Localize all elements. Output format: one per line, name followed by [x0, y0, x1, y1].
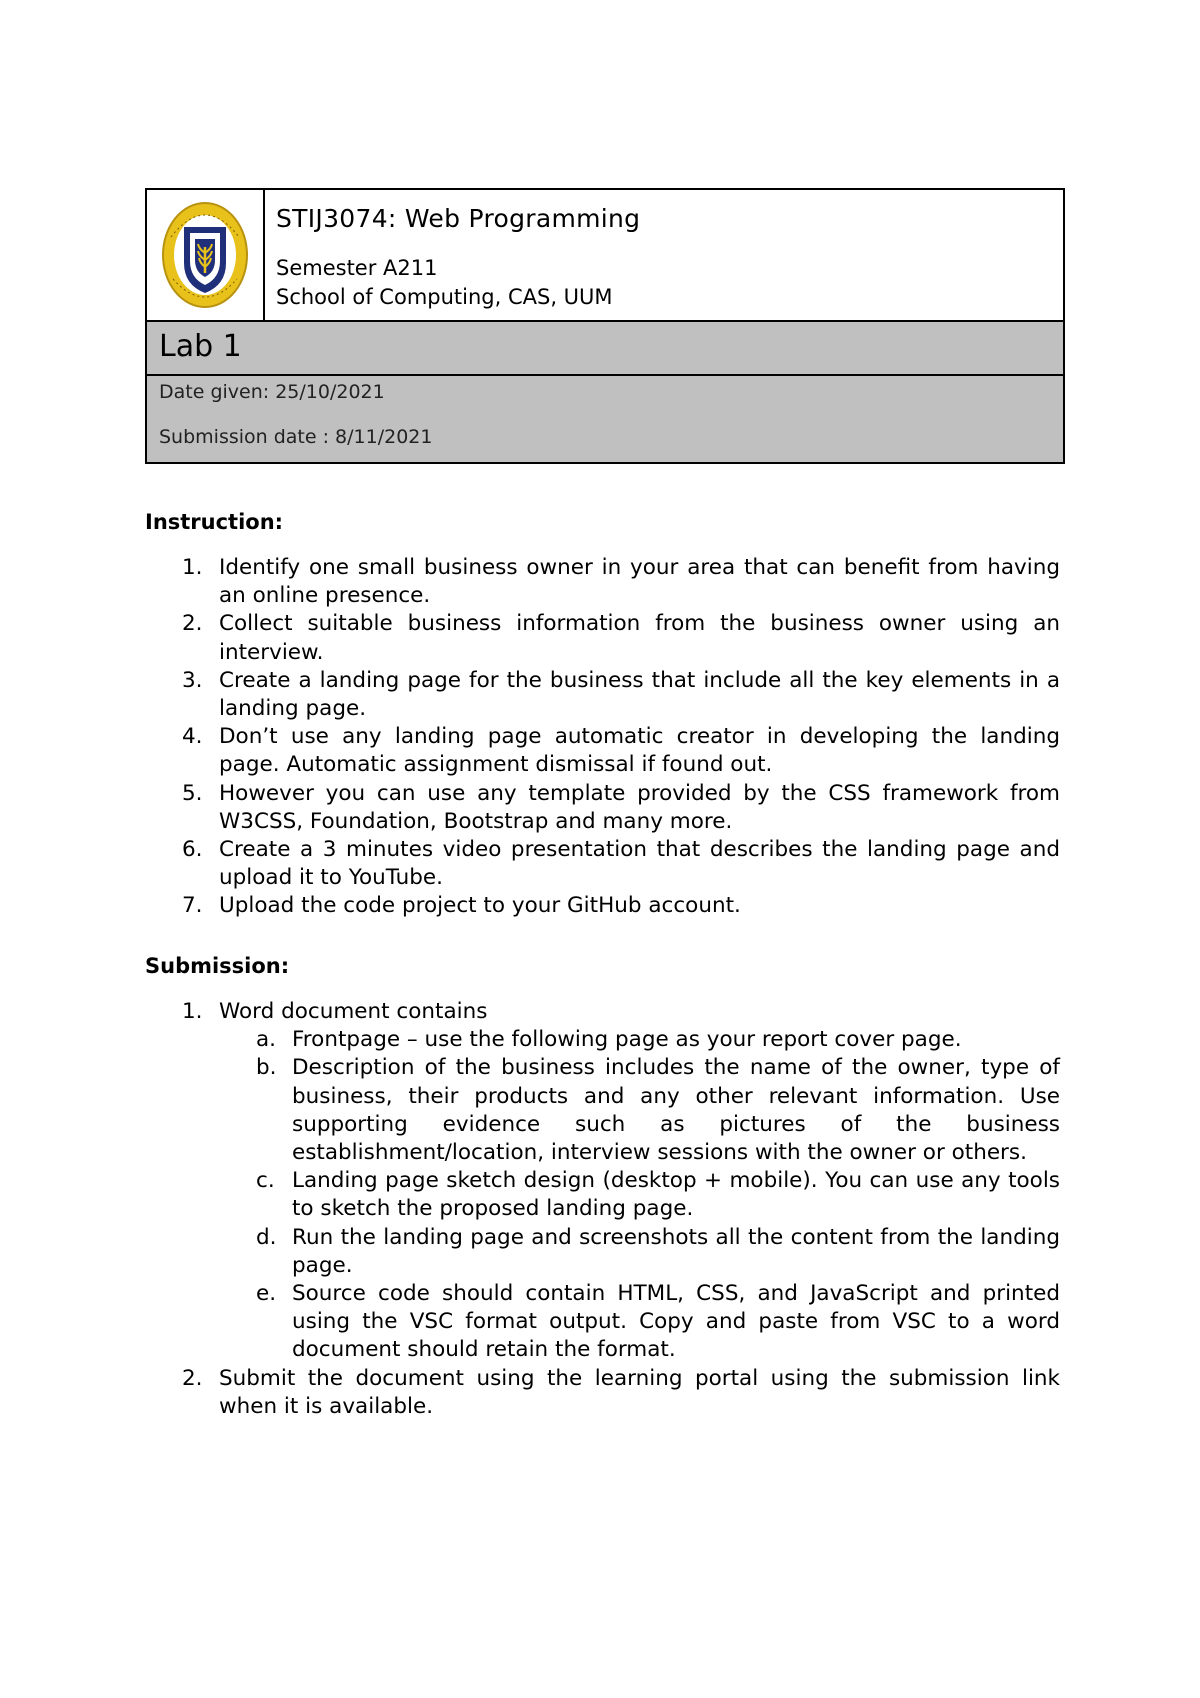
sub-item-text: Landing page sketch design (desktop + mobile). You can use any tools to sketch the proposed landing page. — [292, 1168, 1060, 1222]
course-title: STIJ3074: Web Programming — [276, 204, 641, 233]
sub-item-letter: a. — [256, 1027, 277, 1053]
item-text: Don’t use any landing page automatic creator in developing the landing page. Automatic assignment dismissal if found out. — [219, 724, 1060, 778]
item-number: 4. — [182, 724, 203, 750]
list-item — [145, 610, 1060, 666]
submission-date: Submission date : 8/11/2021 — [159, 426, 433, 448]
item-text: Collect suitable business information from the business owner using an interview. — [219, 611, 1060, 665]
item-number: 3. — [182, 667, 203, 693]
item-number: 7. — [182, 893, 203, 919]
sub-item-letter: e. — [256, 1281, 277, 1307]
item-text: Upload the code project to your GitHub account. — [219, 893, 741, 919]
item-text: Word document contains — [219, 999, 488, 1024]
list-item — [145, 1365, 1060, 1421]
lab-row — [147, 322, 1063, 376]
sub-item-text: Description of the business includes the name of the owner, type of business, their products and any other relevant information. Use supporting evidence such as pictures of the business establishment/location, interview sessions with the owner or others. — [292, 1055, 1060, 1166]
item-text: Identify one small business owner in your area that can benefit from having an online presence. — [219, 555, 1060, 609]
item-text: However you can use any template provided by the CSS framework from W3CSS, Foundation, Bootstrap and many more. — [219, 780, 1060, 834]
list-item — [145, 554, 1060, 610]
item-number: 1. — [182, 999, 203, 1024]
sub-item-letter: c. — [256, 1168, 275, 1194]
university-crest-icon — [157, 197, 253, 313]
sub-list — [219, 1026, 1060, 1364]
sub-list-item — [219, 1026, 1060, 1054]
item-number: 5. — [182, 780, 203, 806]
list-item — [145, 892, 1060, 920]
list-item — [145, 723, 1060, 779]
list-item — [145, 780, 1060, 836]
submission-list — [145, 998, 1060, 1421]
sub-item-text: Run the landing page and screenshots all the content from the landing page. — [292, 1224, 1060, 1278]
sub-list-item — [219, 1054, 1060, 1167]
course-info-cell — [265, 190, 652, 320]
sub-item-text: Source code should contain HTML, CSS, and JavaScript and printed using the VSC format output. Copy and paste from VSC to a word document should retain the format. — [292, 1281, 1060, 1363]
lab-title: Lab 1 — [159, 328, 242, 364]
logo-cell — [147, 190, 265, 320]
instruction-heading: Instruction: — [145, 510, 284, 534]
list-item — [145, 667, 1060, 723]
instruction-list — [145, 554, 1060, 921]
item-number: 6. — [182, 837, 203, 863]
sub-list-item — [219, 1167, 1060, 1223]
semester-label: Semester A211 — [276, 256, 438, 280]
item-number: 1. — [182, 555, 203, 580]
item-number: 2. — [182, 611, 203, 637]
sub-list-item — [219, 1280, 1060, 1365]
item-text: Create a landing page for the business that include all the key elements in a landing page. — [219, 667, 1060, 722]
item-text: Create a 3 minutes video presentation that describes the landing page and upload it to YouTube. — [219, 837, 1060, 891]
sub-item-letter: d. — [256, 1224, 277, 1250]
date-given: Date given: 25/10/2021 — [159, 381, 385, 403]
sub-list-item — [219, 1224, 1060, 1280]
list-item — [145, 998, 1060, 1365]
list-item — [145, 836, 1060, 892]
sub-item-text: Frontpage – use the following page as your report cover page. — [292, 1027, 962, 1053]
school-label: School of Computing, CAS, UUM — [276, 285, 613, 309]
dates-row — [147, 376, 1063, 462]
header-top-row — [147, 190, 1063, 322]
item-text: Submit the document using the learning portal using the submission link when it is available. — [219, 1365, 1060, 1419]
submission-heading: Submission: — [145, 954, 290, 978]
item-number: 2. — [182, 1365, 203, 1391]
sub-item-letter: b. — [256, 1055, 277, 1081]
header-table — [145, 188, 1065, 464]
